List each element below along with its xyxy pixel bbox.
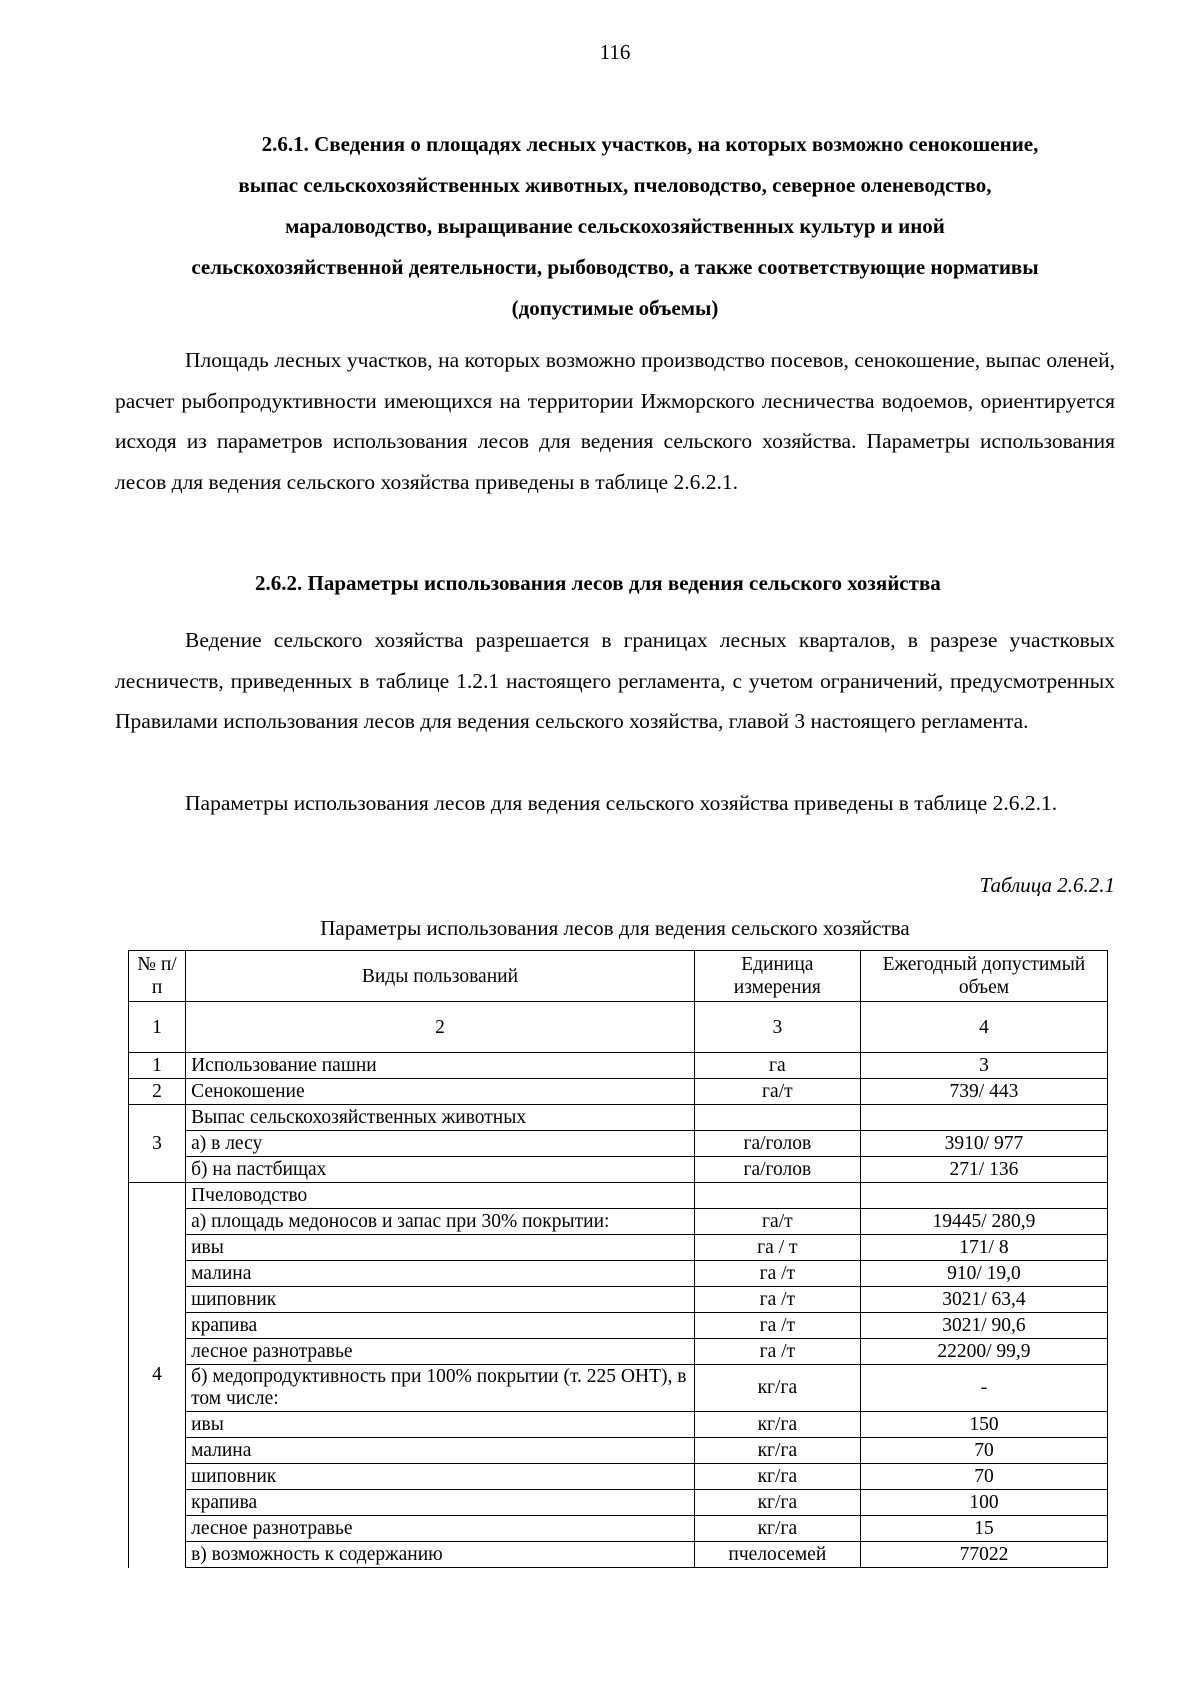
cell-volume: 22200/ 99,9 xyxy=(860,1339,1107,1365)
table-column-numbers-row xyxy=(129,1002,1108,1053)
cell-volume: 3021/ 90,6 xyxy=(860,1313,1107,1339)
cell-usage-type: б) на пастбищах xyxy=(186,1157,695,1183)
column-number: 3 xyxy=(694,1002,860,1053)
table-row xyxy=(129,1183,1108,1209)
paragraph-agriculture-rules: Ведение сельского хозяйства разрешается в границах лесных кварталов, в разрезе участковых лесничеств, приведенных в таблице 1.2.1 настоящего регламента, с учетом ограничений, предусмотренных Правилами использования лесов для ведения сельского хозяйства, главой 3 настоящего регламента. xyxy=(115,628,1115,733)
cell-unit: пчелосемей xyxy=(694,1542,860,1568)
cell-usage-type: а) площадь медоносов и запас при 30% покрытии: xyxy=(186,1209,695,1235)
section-2-6-1-heading-line: сельскохозяйственной деятельности, рыбоводство, а также соответствующие нормативы xyxy=(191,255,1039,279)
header-unit: Единица измерения xyxy=(694,951,860,1002)
cell-unit: га /т xyxy=(694,1313,860,1339)
cell-usage-type: Сенокошение xyxy=(186,1079,695,1105)
section-2-6-1-heading-line: 2.6.1. Сведения о площадях лесных участков, на которых возможно сенокошение, xyxy=(261,132,1039,156)
cell-unit: га/т xyxy=(694,1079,860,1105)
cell-volume: 3021/ 63,4 xyxy=(860,1287,1107,1313)
table-row xyxy=(129,1438,1108,1464)
cell-volume: 70 xyxy=(860,1464,1107,1490)
cell-number: 3 xyxy=(129,1105,186,1183)
table-row xyxy=(129,1079,1108,1105)
cell-usage-type: лесное разнотравье xyxy=(186,1339,695,1365)
cell-volume: 100 xyxy=(860,1490,1107,1516)
cell-volume: 271/ 136 xyxy=(860,1157,1107,1183)
cell-volume: 70 xyxy=(860,1438,1107,1464)
section-2-6-1-heading xyxy=(110,124,1120,329)
cell-usage-type: шиповник xyxy=(186,1287,695,1313)
section-2-6-2-heading: 2.6.2. Параметры использования лесов для ведения сельского хозяйства xyxy=(255,571,941,595)
cell-unit: кг/га xyxy=(694,1490,860,1516)
table-row xyxy=(129,1339,1108,1365)
table-row xyxy=(129,1313,1108,1339)
table-row xyxy=(129,1105,1108,1131)
page-number: 116 xyxy=(599,40,631,64)
cell-volume xyxy=(860,1183,1107,1209)
section-2-6-1-heading-line: выпас сельскохозяйственных животных, пчеловодство, северное оленеводство, xyxy=(238,173,992,197)
cell-volume: 3910/ 977 xyxy=(860,1131,1107,1157)
cell-usage-type: б) медопродуктивность при 100% покрытии (т. 225 ОНТ), в том числе: xyxy=(186,1365,695,1412)
header-usage-type: Виды пользований xyxy=(186,951,695,1002)
cell-unit: га /т xyxy=(694,1261,860,1287)
cell-volume: 910/ 19,0 xyxy=(860,1261,1107,1287)
cell-number: 4 xyxy=(129,1183,186,1568)
cell-volume: 77022 xyxy=(860,1542,1107,1568)
table-row xyxy=(129,1464,1108,1490)
cell-unit: га xyxy=(694,1053,860,1079)
cell-usage-type: ивы xyxy=(186,1235,695,1261)
cell-volume: 19445/ 280,9 xyxy=(860,1209,1107,1235)
column-number: 4 xyxy=(860,1002,1107,1053)
cell-volume: 150 xyxy=(860,1412,1107,1438)
cell-volume: 739/ 443 xyxy=(860,1079,1107,1105)
cell-unit: га/голов xyxy=(694,1131,860,1157)
cell-usage-type: крапива xyxy=(186,1490,695,1516)
table-row xyxy=(129,1542,1108,1568)
cell-usage-type: крапива xyxy=(186,1313,695,1339)
cell-volume: 171/ 8 xyxy=(860,1235,1107,1261)
column-number: 2 xyxy=(186,1002,695,1053)
header-number: № п/п xyxy=(129,951,186,1002)
cell-usage-type: Использование пашни xyxy=(186,1053,695,1079)
table-label: Таблица 2.6.2.1 xyxy=(979,873,1115,897)
cell-usage-type: ивы xyxy=(186,1412,695,1438)
cell-unit: га / т xyxy=(694,1235,860,1261)
cell-unit xyxy=(694,1105,860,1131)
table-row xyxy=(129,1287,1108,1313)
cell-unit: га/т xyxy=(694,1209,860,1235)
cell-unit: га/голов xyxy=(694,1157,860,1183)
cell-unit: кг/га xyxy=(694,1438,860,1464)
section-2-6-1-heading-line: мараловодство, выращивание сельскохозяйственных культур и иной xyxy=(285,214,945,238)
agriculture-parameters-table xyxy=(128,950,1108,1568)
cell-volume: 3 xyxy=(860,1053,1107,1079)
cell-volume: - xyxy=(860,1365,1107,1412)
cell-unit: га /т xyxy=(694,1287,860,1313)
table-row xyxy=(129,1490,1108,1516)
cell-unit: га /т xyxy=(694,1339,860,1365)
table-header-row xyxy=(129,951,1108,1002)
table-row xyxy=(129,1412,1108,1438)
table-row xyxy=(129,1209,1108,1235)
cell-usage-type: а) в лесу xyxy=(186,1131,695,1157)
table-row xyxy=(129,1131,1108,1157)
column-number: 1 xyxy=(129,1002,186,1053)
cell-usage-type: Выпас сельскохозяйственных животных xyxy=(186,1105,695,1131)
cell-usage-type: шиповник xyxy=(186,1464,695,1490)
paragraph-forest-area: Площадь лесных участков, на которых возможно производство посевов, сенокошение, выпас оленей, расчет рыбопродуктивности имеющихся на территории Ижморского лесничества водоемов, ориентируется исходя из параметров использования лесов для ведения сельского хозяйства. Параметры использования лесов для ведения сельского хозяйства приведены в таблице 2.6.2.1. xyxy=(115,348,1115,494)
cell-number: 1 xyxy=(129,1053,186,1079)
table-row xyxy=(129,1516,1108,1542)
section-2-6-1-heading-line: (допустимые объемы) xyxy=(511,296,719,320)
cell-unit: кг/га xyxy=(694,1365,860,1412)
cell-unit: кг/га xyxy=(694,1464,860,1490)
cell-unit: кг/га xyxy=(694,1412,860,1438)
cell-number: 2 xyxy=(129,1079,186,1105)
cell-unit: кг/га xyxy=(694,1516,860,1542)
table-row xyxy=(129,1157,1108,1183)
cell-usage-type: малина xyxy=(186,1261,695,1287)
table-caption: Параметры использования лесов для ведения сельского хозяйства xyxy=(320,916,910,940)
paragraph-table-reference: Параметры использования лесов для ведения сельского хозяйства приведены в таблице 2.6.2.1. xyxy=(185,791,1058,815)
cell-volume xyxy=(860,1105,1107,1131)
table-row xyxy=(129,1261,1108,1287)
cell-volume: 15 xyxy=(860,1516,1107,1542)
cell-usage-type: Пчеловодство xyxy=(186,1183,695,1209)
table-row xyxy=(129,1365,1108,1412)
cell-usage-type: в) возможность к содержанию xyxy=(186,1542,695,1568)
table-row xyxy=(129,1235,1108,1261)
cell-usage-type: лесное разнотравье xyxy=(186,1516,695,1542)
header-annual-volume: Ежегодный допустимый объем xyxy=(860,951,1107,1002)
cell-usage-type: малина xyxy=(186,1438,695,1464)
table-row xyxy=(129,1053,1108,1079)
cell-unit xyxy=(694,1183,860,1209)
